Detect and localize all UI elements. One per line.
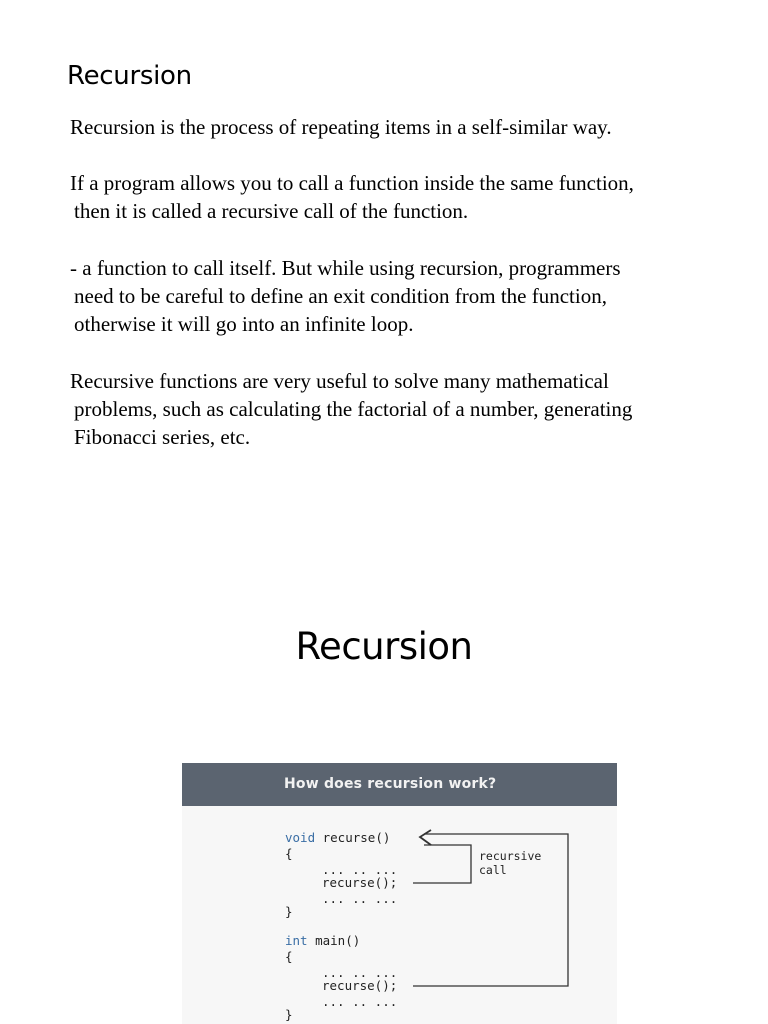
paragraph-definition bbox=[70, 113, 730, 141]
code-keyword: void bbox=[285, 830, 316, 845]
code-line-dots: ... .. ... bbox=[322, 994, 398, 1009]
recursion-diagram bbox=[182, 763, 617, 1024]
label-line: recursive bbox=[479, 849, 542, 863]
paragraph-line: Recursion is the process of repeating items in a self-similar way. bbox=[70, 115, 612, 139]
paragraph-exit-condition bbox=[70, 254, 730, 338]
paragraph-line: otherwise it will go into an infinite loop. bbox=[74, 312, 414, 336]
diagram-header: How does recursion work? bbox=[182, 763, 617, 806]
paragraph-line: If a program allows you to call a function inside the same function, bbox=[70, 171, 634, 195]
code-line-close-brace: } bbox=[285, 1007, 293, 1022]
label-line: call bbox=[479, 863, 507, 877]
section-title: Recursion bbox=[295, 625, 473, 668]
code-line-recurse-call: recurse(); bbox=[322, 978, 398, 993]
paragraph-uses bbox=[70, 367, 730, 451]
paragraph-recursive-call bbox=[70, 169, 730, 225]
code-line-recurse-call: recurse(); bbox=[322, 875, 398, 890]
paragraph-line: need to be careful to define an exit condition from the function, bbox=[74, 284, 607, 308]
code-line-dots: ... .. ... bbox=[322, 862, 398, 877]
paragraph-line: - a function to call itself. But while using recursion, programmers bbox=[70, 256, 621, 280]
paragraph-line: Recursive functions are very useful to solve many mathematical bbox=[70, 369, 609, 393]
code-line-dots: ... .. ... bbox=[322, 965, 398, 980]
main-call-arrow bbox=[413, 834, 568, 986]
paragraph-line: problems, such as calculating the factorial of a number, generating bbox=[74, 397, 633, 421]
code-line-open-brace: { bbox=[285, 949, 293, 964]
code-line-dots: ... .. ... bbox=[322, 891, 398, 906]
code-line-open-brace: { bbox=[285, 846, 293, 861]
paragraph-line: Fibonacci series, etc. bbox=[74, 425, 251, 449]
code-text: main() bbox=[307, 933, 361, 948]
slide-title: Recursion bbox=[67, 61, 192, 91]
code-line-close-brace: } bbox=[285, 904, 293, 919]
call-arrows bbox=[182, 763, 617, 1024]
recursive-call-arrow bbox=[413, 845, 471, 883]
arrowhead-icon bbox=[420, 830, 431, 845]
code-text: recurse() bbox=[315, 830, 391, 845]
code-keyword: int bbox=[285, 933, 308, 948]
paragraph-line: then it is called a recursive call of the function. bbox=[74, 199, 469, 223]
